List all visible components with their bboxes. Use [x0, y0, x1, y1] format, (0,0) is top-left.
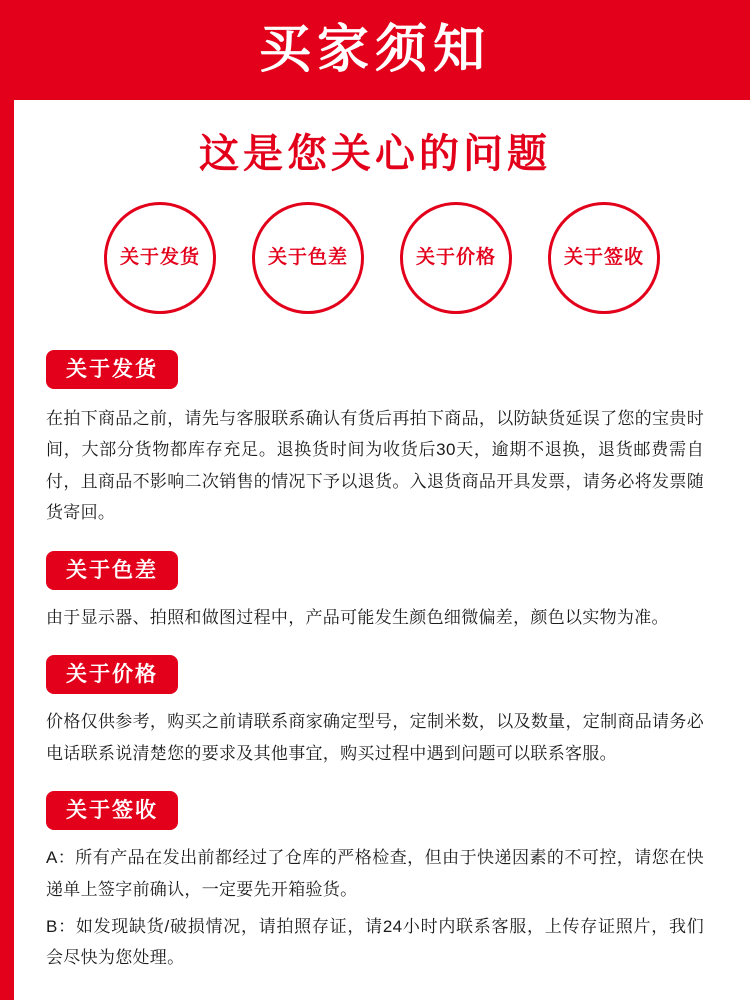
topic-circles — [0, 202, 750, 314]
section-price — [46, 655, 704, 769]
topic-circle-price — [400, 202, 512, 314]
topic-circle-receipt — [548, 202, 660, 314]
topic-circle-label: 关于签收 — [564, 247, 645, 269]
topic-circle-label: 关于价格 — [416, 247, 497, 269]
section-body — [46, 403, 704, 529]
topic-circle-color — [252, 202, 364, 314]
section-tag: 关于签收 — [46, 791, 178, 830]
section-tag: 关于价格 — [46, 655, 178, 694]
page-title: 买家须知 — [258, 21, 491, 79]
left-accent-stripe — [0, 100, 14, 1000]
section-paragraph: 由于显示器、拍照和做图过程中，产品可能发生颜色细微偏差，颜色以实物为准。 — [46, 607, 669, 627]
section-body — [46, 706, 704, 769]
topic-circle-label: 关于色差 — [268, 247, 349, 269]
topic-circle-label: 关于发货 — [120, 247, 201, 269]
section-paragraph: 价格仅供参考，购买之前请联系商家确定型号，定制米数，以及数量，定制商品请务必电话联系说清楚您的要求及其他事宜，购买过程中遇到问题可以联系客服。 — [46, 712, 704, 763]
section-paragraph: B：如发现缺货/破损情况，请拍照存证，请24小时内联系客服，上传存证照片，我们会尽快为您处理。 — [46, 916, 704, 968]
section-body — [46, 602, 704, 633]
section-receipt — [46, 791, 704, 974]
section-tag: 关于发货 — [46, 350, 178, 389]
section-body — [46, 842, 704, 974]
section-shipping — [46, 350, 704, 529]
sub-heading: 这是您关心的问题 — [199, 132, 551, 176]
section-tag: 关于色差 — [46, 551, 178, 590]
notice-sections — [0, 350, 750, 974]
section-paragraph: 在拍下商品之前，请先与客服联系确认有货后再拍下商品，以防缺货延误了您的宝贵时间，大部分货物都库存充足。退换货时间为收货后30天，逾期不退换，退货邮费需自付，且商品不影响二次销售的情况下予以退货。入退货商品开具发票，请务必将发票随货寄回。 — [46, 409, 704, 523]
section-paragraph: A：所有产品在发出前都经过了仓库的严格检查，但由于快递因素的不可控，请您在快递单上签字前确认，一定要先开箱验货。 — [46, 848, 704, 899]
section-color — [46, 551, 704, 633]
topic-circle-shipping — [104, 202, 216, 314]
top-banner — [0, 0, 750, 100]
